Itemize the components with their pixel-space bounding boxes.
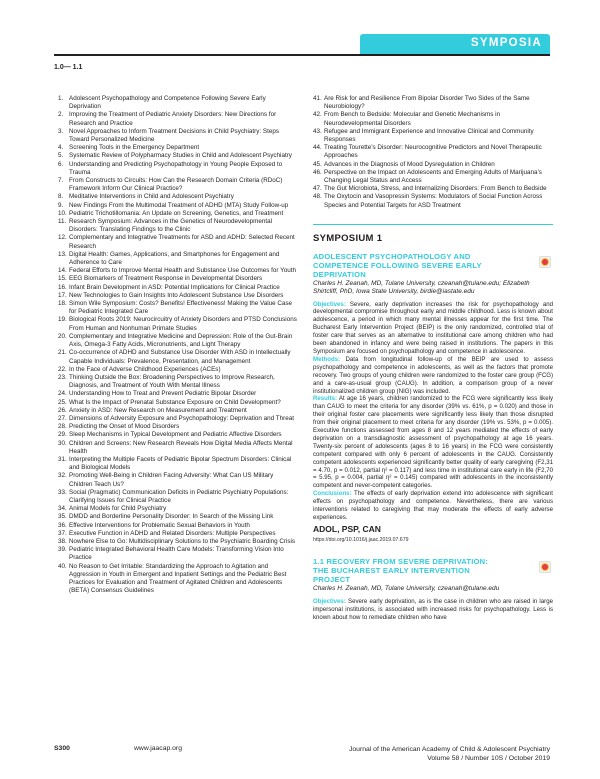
toc-item[interactable] xyxy=(58,563,298,596)
toc-item-number: 28. xyxy=(58,423,67,431)
toc-item[interactable] xyxy=(313,193,553,209)
toc-item-title: Thinking Outside the Box: Broadening Perspectives to Improve Research, Diagnosis, and Treatment of Youth With Mental Illness xyxy=(69,373,275,390)
toc-item[interactable] xyxy=(58,234,298,250)
toc-item[interactable] xyxy=(58,423,298,431)
toc-item[interactable] xyxy=(58,390,298,398)
toc-item-number: 35. xyxy=(58,513,67,521)
toc-item[interactable] xyxy=(313,161,553,169)
toc-item-number: 24. xyxy=(58,390,67,398)
toc-item-number: 34. xyxy=(58,505,67,513)
article-header xyxy=(313,252,553,279)
toc-item-number: 43. xyxy=(313,127,322,135)
toc-item-title: Predicting the Onset of Mood Disorders xyxy=(69,423,180,431)
toc-item[interactable] xyxy=(58,275,298,283)
toc-item-number: 1. xyxy=(58,95,64,102)
article-abstract xyxy=(313,301,553,522)
toc-item[interactable] xyxy=(58,505,298,513)
toc-item-number: 32. xyxy=(58,472,67,480)
toc-item-number: 42. xyxy=(313,111,322,119)
toc-item-number: 47. xyxy=(313,185,322,193)
toc-item-number: 3. xyxy=(58,127,64,135)
toc-item-number: 23. xyxy=(58,373,67,381)
toc-item-title: Dimensions of Adversity Exposure and Psychopathology: Deprivation and Threat xyxy=(69,414,294,422)
article-2 xyxy=(313,557,553,622)
toc-item[interactable] xyxy=(58,251,298,267)
toc-item-title: Pediatric Integrated Behavioral Health Care Models: Transforming Vision Into Practice xyxy=(69,546,284,562)
toc-item[interactable] xyxy=(58,144,298,152)
article-keywords: ADOL, PSP, CAN xyxy=(313,523,381,534)
toc-item-number: 6. xyxy=(58,160,64,168)
toc-item[interactable] xyxy=(58,300,298,316)
toc-item[interactable] xyxy=(313,185,553,193)
article-abstract xyxy=(313,598,553,622)
toc-item-number: 14. xyxy=(58,267,67,275)
toc-item[interactable] xyxy=(58,316,298,332)
article-title: 1.1 RECOVERY FROM SEVERE DEPRIVATION: THE BUCHAREST EARLY INTERVENTION PROJECT xyxy=(313,557,489,585)
results-paragraph xyxy=(313,395,553,490)
toc-item-title: Promoting Well-Being in Children Facing Adversity: What Can US Military Children Teach Us? xyxy=(69,472,274,488)
toc-item[interactable] xyxy=(58,440,298,456)
toc-item-title: The Gut Microbiota, Stress, and Internalizing Disorders: From Bench to Bedside xyxy=(324,185,547,193)
toc-item-title: Systematic Review of Polypharmacy Studies in Child and Adolescent Psychiatry xyxy=(69,152,292,160)
toc-item-title: Interpreting the Multiple Facets of Pediatric Bipolar Spectrum Disorders: Clinical and Biological Models xyxy=(69,455,292,472)
toc-item-title: Treating Tourette’s Disorder: Neurocognitive Predictors and Novel Therapeutic Approaches xyxy=(324,144,542,160)
toc-item-title: Digital Health: Games, Applications, and Smartphones for Engagement and Adherence to Care xyxy=(69,250,280,267)
toc-item-number: 30. xyxy=(58,439,67,447)
section-tab-label: SYMPOSIA xyxy=(470,37,542,49)
toc-item[interactable] xyxy=(58,513,298,521)
toc-item[interactable] xyxy=(58,399,298,407)
conclusions-text: The effects of early deprivation extend into adolescence with significant effects on psychopathology and competence. Nevertheless, there are various interventions related to caregiving that may moderate the effects of early adverse experiences. xyxy=(313,490,553,522)
toc-item-number: 36. xyxy=(58,521,67,529)
toc-item-title: Biological Roots 2019: Neurocircuitry of Anxiety Disorders and PTSD Conclusions From Human and Nonhuman Primate Studies xyxy=(69,316,297,332)
abstract-range: 1.0— 1.1 xyxy=(54,64,83,71)
toc-item-title: Children and Screens: New Research Reveals How Digital Media Affects Mental Health xyxy=(69,439,293,455)
toc-item-title: Pediatric Trichotillomania: An Update on Screening, Genetics, and Treatment xyxy=(69,209,284,217)
symposium-title: SYMPOSIUM 1 xyxy=(313,233,383,245)
toc-item-number: 37. xyxy=(58,529,67,537)
toc-item[interactable] xyxy=(58,95,298,111)
toc-item-title: Sleep Mechanisms in Typical Development and Pediatric Affective Disorders xyxy=(69,431,282,439)
toc-item[interactable] xyxy=(58,530,298,538)
toc-item[interactable] xyxy=(58,202,298,210)
toc-item-number: 38. xyxy=(58,537,67,545)
toc-item-number: 27. xyxy=(58,414,67,422)
toc-item[interactable] xyxy=(58,456,298,472)
toc-item-number: 18. xyxy=(58,300,67,308)
toc-item-title: Are Risk for and Resilience From Bipolar Disorder Two Sides of the Same Neurobiology? xyxy=(324,95,530,111)
toc-item[interactable] xyxy=(58,218,298,234)
results-label: Results: xyxy=(313,395,338,403)
toc-item[interactable] xyxy=(58,128,298,144)
toc-item-number: 16. xyxy=(58,283,67,291)
toc-item-number: 4. xyxy=(58,144,64,152)
page-header xyxy=(54,34,550,62)
toc-item[interactable] xyxy=(58,349,298,365)
page-number: S300 xyxy=(54,745,70,752)
toc-item[interactable] xyxy=(58,431,298,439)
toc-item-title: EEG Biomarkers of Treatment Response in Developmental Disorders xyxy=(69,275,263,283)
toc-item-title: Complementary and Integrative Medicine and Depression: Role of the Gut-Brain Axis, Omega-3 Fatty Acids, Micronutrients, and Light Therapy xyxy=(69,332,293,349)
toc-item[interactable] xyxy=(313,144,553,160)
toc-item-number: 11. xyxy=(58,218,67,226)
objectives-text: Severe early deprivation, as is the case in children who are raised in large impersonal institutions, is associated with increased risks for psychopathology. Less is known about how to remediate children who have xyxy=(313,598,553,622)
toc-item[interactable] xyxy=(58,161,298,177)
toc-item-title: Perspective on the Impact on Adolescents and Emerging Adults of Marijuana’s Changing Legal Status and Access xyxy=(324,168,542,185)
toc-item-number: 13. xyxy=(58,250,67,258)
toc-item[interactable] xyxy=(58,489,298,505)
toc-item-title: Co-occurrence of ADHD and Substance Use Disorder With ASD in Intellectually Capable Individuals: Prevalence, Presentation, and Management xyxy=(69,349,291,365)
toc-item[interactable] xyxy=(58,407,298,415)
toc-item-number: 19. xyxy=(58,316,67,324)
toc-item-title: Screening Tools in the Emergency Department xyxy=(69,144,200,152)
toc-column-left xyxy=(58,95,298,595)
methods-text: Data from longitudinal follow-up of the BEIP are used to assess psychopathology and competence in adolescents, as well as the factors that promote recovery. Two groups of young children were randomized to the foster care group (FCG) and a care-as-usual group (CAUG). In addition, a comparison group of a never institutionalized children group (NIG) was included. xyxy=(313,355,553,395)
toc-item-title: From Bench to Bedside: Molecular and Genetic Mechanisms in Neurodevelopmental Disorders xyxy=(324,111,501,127)
toc-item-number: 26. xyxy=(58,406,67,414)
toc-item-number: 25. xyxy=(58,398,67,406)
objectives-label: Objectives: xyxy=(313,598,346,606)
journal-volume: Volume 58 / Number 10S / October 2019 xyxy=(427,755,550,762)
toc-item[interactable] xyxy=(58,374,298,390)
toc-item[interactable] xyxy=(58,177,298,193)
toc-item-title: Social (Pragmatic) Communication Deficits in Pediatric Psychiatry Populations: Clarifying Issues for Clinical Practice xyxy=(69,488,289,504)
toc-item-number: 5. xyxy=(58,152,64,160)
toc-item-title: Anxiety in ASD: New Research on Measurement and Treatment xyxy=(69,406,247,414)
toc-item[interactable] xyxy=(58,366,298,374)
toc-item-number: 8. xyxy=(58,193,64,201)
toc-item-title: New Technologies to Gain Insights Into Adolescent Substance Use Disorders xyxy=(69,291,284,299)
toc-item-number: 7. xyxy=(58,177,64,185)
toc-item[interactable] xyxy=(58,333,298,349)
toc-item-title: What Is the Impact of Prenatal Substance Exposure on Child Development? xyxy=(69,398,281,406)
section-divider xyxy=(313,224,553,226)
toc-item[interactable] xyxy=(58,210,298,218)
toc-item-title: Understanding How to Treat and Prevent Pediatric Bipolar Disorder xyxy=(69,390,257,398)
toc-item-title: Executive Function in ADHD and Related Disorders: Multiple Perspectives xyxy=(69,529,276,537)
toc-item-title: New Findings From the Multimodal Treatment of ADHD (MTA) Study Follow-up xyxy=(69,201,289,209)
toc-item[interactable] xyxy=(58,546,298,562)
toc-item-number: 46. xyxy=(313,168,322,176)
toc-item-number: 44. xyxy=(313,144,322,152)
toc-item-number: 48. xyxy=(313,193,322,201)
toc-item-title: Novel Approaches to Inform Treatment Decisions in Child Psychiatry: Steps Toward Personalized Medicine xyxy=(69,127,279,144)
toc-item-title: Refugee and Immigrant Experience and Innovative Clinical and Community Responses xyxy=(324,127,534,144)
article-authors: Charles H. Zeanah, MD, Tulane University, czeanah@tulane.edu xyxy=(313,585,500,593)
toc-item-title: In the Face of Adverse Childhood Experiences (ACEs) xyxy=(69,365,221,373)
toc-item[interactable] xyxy=(313,111,553,127)
toc-item-title: Improving the Treatment of Pediatric Anxiety Disorders: New Directions for Research and Practice xyxy=(69,111,277,127)
article-header xyxy=(313,557,553,584)
toc-item-number: 10. xyxy=(58,209,67,217)
toc-item-title: Nowhere Else to Go: Multidisciplinary Solutions to the Psychiatric Boarding Crisis xyxy=(69,537,296,545)
toc-item[interactable] xyxy=(58,292,298,300)
toc-item[interactable] xyxy=(58,284,298,292)
toc-item[interactable] xyxy=(58,522,298,530)
crossmark-icon[interactable] xyxy=(539,256,551,268)
toc-item-title: Adolescent Psychopathology and Competence Following Severe Early Deprivation xyxy=(69,95,266,111)
toc-item[interactable] xyxy=(58,152,298,160)
crossmark-icon[interactable] xyxy=(539,561,551,573)
toc-item[interactable] xyxy=(58,415,298,423)
toc-item-title: From Constructs to Circuits: How Can the Research Domain Criteria (RDoC) Framework Inform Our Clinical Practice? xyxy=(69,177,283,193)
toc-item[interactable] xyxy=(58,538,298,546)
methods-label: Methods: xyxy=(313,355,341,363)
article-1 xyxy=(313,252,553,545)
toc-item-number: 29. xyxy=(58,431,67,439)
toc-item-title: Advances in the Diagnosis of Mood Dysregulation in Children xyxy=(324,160,495,168)
objectives-text: Severe, early deprivation increases the risk for psychopathology and developmental compromise throughout early and middle childhood. Less is known about adolescence, a period in which many mental illnesses appear for the first time. The Bucharest Early Intervention Project (BEIP) is the only randomized, controlled trial of foster care that serves as an alternative to institutional care among children who had been abandoned in infancy and were being raised in institutions. The papers in this Symposium are focused on psychopathology and competence in adolescence. xyxy=(313,300,553,355)
toc-item-title: DMDD and Borderline Personality Disorder: In Search of the Missing Link xyxy=(69,513,274,521)
journal-citation xyxy=(349,745,550,763)
objectives-paragraph xyxy=(313,598,553,622)
toc-item-title: Animal Models for Child Psychiatry xyxy=(69,505,167,513)
toc-item-number: 40. xyxy=(58,562,67,570)
objectives-label: Objectives: xyxy=(313,300,346,308)
toc-item-number: 20. xyxy=(58,332,67,340)
toc-list xyxy=(58,95,298,595)
results-text: At age 16 years, children randomized to the FCG were significantly less likely than CAUG to meet the criteria for any disorder (39% vs. 61%, p = 0.020) and those in their original foster care placements were significantly less likely than those disrupted from their original placement to meet criteria for any disorder (19% vs. 53%, p = 0.005). Executive functions assessed from ages 8 and 12 years mediated the effects of early deprivation on a transdiagnostic assessment of psychopathology at age 16 years. Twenty-six percent of adolescents (ages 8 to 16 years) in the FCG were consistently competent compared with only 6 percent of adolescents in the CAUG. Consistently competent adolescents experienced significantly better quality of early caregiving (F2,31 = 4.70, p = 0.012, partial η² = 0.117) and less time in institutional care early in life (F2,70 = 5.95, p = 0.004, partial η² = 0.145) compared with adolescents in the inconsistently competent and never-competent categories. xyxy=(313,395,553,490)
article-doi-link[interactable]: https://doi.org/10.1016/j.jaac.2019.07.679 xyxy=(313,537,409,544)
methods-paragraph xyxy=(313,356,553,396)
toc-item[interactable] xyxy=(313,95,553,111)
toc-item-title: Effective Interventions for Problematic Sexual Behaviors in Youth xyxy=(69,521,250,529)
toc-item-title: Meditative Interventions in Child and Adolescent Psychiatry xyxy=(69,193,234,201)
section-tab xyxy=(360,34,550,54)
toc-item-number: 17. xyxy=(58,291,67,299)
toc-item[interactable] xyxy=(58,472,298,488)
conclusions-label: Conclusions: xyxy=(313,490,352,498)
header-rule xyxy=(54,54,550,56)
toc-item-number: 45. xyxy=(313,160,322,168)
toc-item-number: 9. xyxy=(58,201,64,209)
toc-item-number: 21. xyxy=(58,349,67,357)
article-title: ADOLESCENT PSYCHOPATHOLOGY AND COMPETENCE FOLLOWING SEVERE EARLY DEPRIVATION xyxy=(313,251,482,279)
toc-item-title: No Reason to Get Irritable: Standardizing the Approach to Agitation and Aggression in Youth in Emergent and Inpatient Settings and the Pediatric Best Practices for Evaluation and Treatment of Agitated Children and Adolescents (BETA) Consensus Guidelines xyxy=(69,562,287,595)
toc-item[interactable] xyxy=(58,267,298,275)
objectives-paragraph xyxy=(313,301,553,356)
toc-item-number: 2. xyxy=(58,111,64,119)
article-authors: Charles H. Zeanah, MD, Tulane University, czeanah@tulane.edu; Elizabeth Shirtcliff, PhD, Iowa State University, birdie@iastate.edu xyxy=(313,279,530,295)
toc-item[interactable] xyxy=(58,193,298,201)
journal-name: Journal of the American Academy of Child & Adolescent Psychiatry xyxy=(349,746,550,753)
right-column xyxy=(313,95,553,622)
toc-item-title: Federal Efforts to Improve Mental Health and Substance Use Outcomes for Youth xyxy=(69,267,297,275)
toc-item-number: 15. xyxy=(58,275,67,283)
toc-item-title: Simon Wile Symposium: Costs? Benefits! Effectiveness! Making the Value Case for Pediatric Integrated Care xyxy=(69,300,293,316)
toc-item-title: Understanding and Predicting Psychopathology in Young People Exposed to Trauma xyxy=(69,160,283,176)
toc-item-number: 41. xyxy=(313,95,322,102)
toc-item-number: 33. xyxy=(58,488,67,496)
toc-item[interactable] xyxy=(313,169,553,185)
toc-item-number: 31. xyxy=(58,455,67,463)
toc-item[interactable] xyxy=(58,111,298,127)
toc-item-title: Infant Brain Development in ASD: Potential Implications for Clinical Practice xyxy=(69,283,280,291)
toc-item-title: Research Symposium: Advances in the Genetics of Neurodevelopmental Disorders: Translating Findings to the Clinic xyxy=(69,218,273,234)
journal-url-link[interactable]: www.jaacap.org xyxy=(134,745,182,752)
toc-item-number: 22. xyxy=(58,365,67,373)
toc-item-title: The Oxytocin and Vasopressin Systems: Modulators of Social Function Across Species and Potential Targets for ASD Treatment xyxy=(324,193,543,209)
toc-item[interactable] xyxy=(313,128,553,144)
toc-item-number: 12. xyxy=(58,234,67,242)
toc-item-title: Complementary and Integrative Treatments for ASD and ADHD: Selected Recent Research xyxy=(69,234,295,250)
toc-list xyxy=(313,95,553,210)
toc-item-number: 39. xyxy=(58,546,67,554)
conclusions-paragraph xyxy=(313,490,553,522)
